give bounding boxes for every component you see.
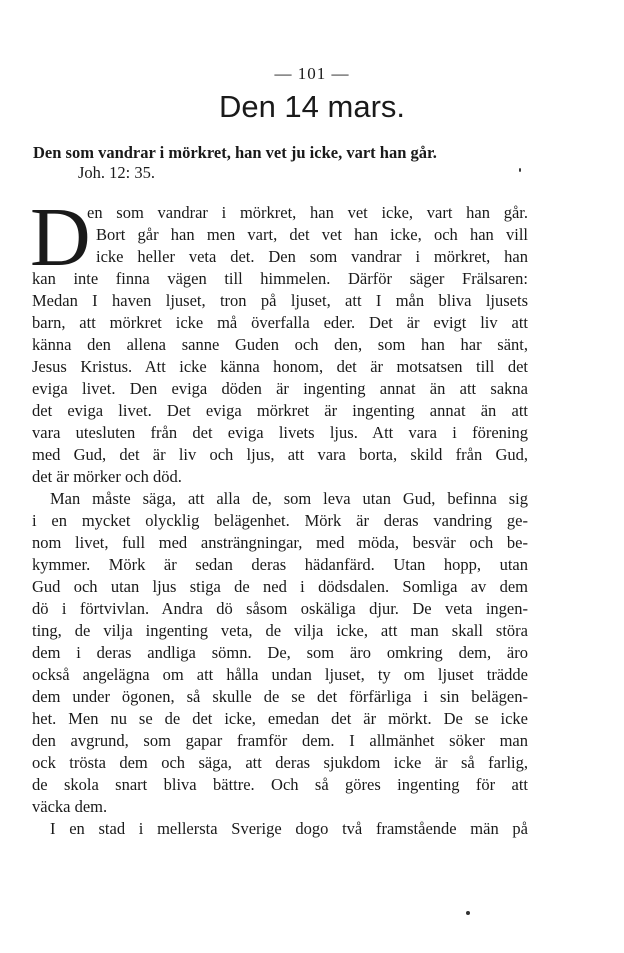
epigraph-text: Den som vandrar i mörkret, han vet ju icke, vart han går. [33,143,437,162]
text-line: kan inte finna vägen till himmelen. Därför säger Frälsaren: [32,269,528,288]
text-line: kymmer. Mörk är sedan deras hädanfärd. Utan hopp, utan [32,555,528,574]
text-line: Bort går han men vart, det vet han icke, och han vill [96,225,528,244]
text-line: barn, att mörkret icke må överfalla eder. Det är evigt liv att [32,313,528,332]
text-line: icke heller veta det. Den som vandrar i mörkret, han [96,247,528,266]
ink-speck [466,911,470,915]
text-line: med Gud, det är liv och ljus, att vara borta, skild från Gud, [32,445,528,464]
epigraph-reference: Joh. 12: 35. [78,163,156,182]
text-line: det eviga livet. Det eviga mörkret är ingenting annat än att [32,401,528,420]
text-line: Man måste säga, att alla de, som leva utan Gud, befinna sig [50,489,528,508]
text-line: en som vandrar i mörkret, han vet icke, vart han går. [87,203,528,222]
page-number: — 101 — [274,64,350,83]
text-line: dö i förtvivlan. Andra dö såsom oskäliga djur. De veta ingen- [32,599,528,618]
drop-cap: D [30,191,91,284]
text-line: också angelägna om att hålla undan ljuset, ty om ljuset trädde [32,665,528,684]
text-line: vara utesluten från det eviga livets ljus. Att vara i förening [32,423,528,442]
text-line: nom livet, full med ansträngningar, med möda, besvär och be- [32,533,528,552]
text-line: ock trösta dem och säga, att deras sjukdom icke är så farlig, [32,753,528,772]
page-title: Den 14 mars. [218,89,406,124]
text-line: väcka dem. [32,797,108,816]
text-line: het. Men nu se de det icke, emedan det är mörkt. De se icke [32,709,528,728]
text-line: dem i deras andliga sömn. De, som äro omkring dem, äro [32,643,528,662]
text-line: i en mycket olycklig belägenhet. Mörk är deras vandring ge- [32,511,528,530]
text-line: eviga livet. Den eviga döden är ingenting annat än att sakna [32,379,528,398]
text-line: dem under ögonen, så skulle de se det förfärliga i sin belägen- [32,687,528,706]
text-line: känna den allena sanne Guden och den, som han har sänt, [32,335,528,354]
text-line: ting, de vilja ingenting veta, de vilja icke, att man skall störa [32,621,528,640]
text-line: det är mörker och död. [32,467,182,486]
text-line: de skola snart bliva bättre. Och så göres ingenting för att [32,775,528,794]
text-line: Gud och utan ljus stiga de ned i dödsdalen. Somliga av dem [32,577,528,596]
ink-speck [519,168,521,172]
text-line: Medan I haven ljuset, tron på ljuset, att I mån bliva ljusets [32,291,528,310]
text-line: Jesus Kristus. Att icke känna honom, det är motsatsen till det [32,357,528,376]
text-line: den avgrund, som gapar framför dem. I allmänhet söker man [32,731,528,750]
text-line: I en stad i mellersta Sverige dogo två framstående män på [50,819,528,838]
